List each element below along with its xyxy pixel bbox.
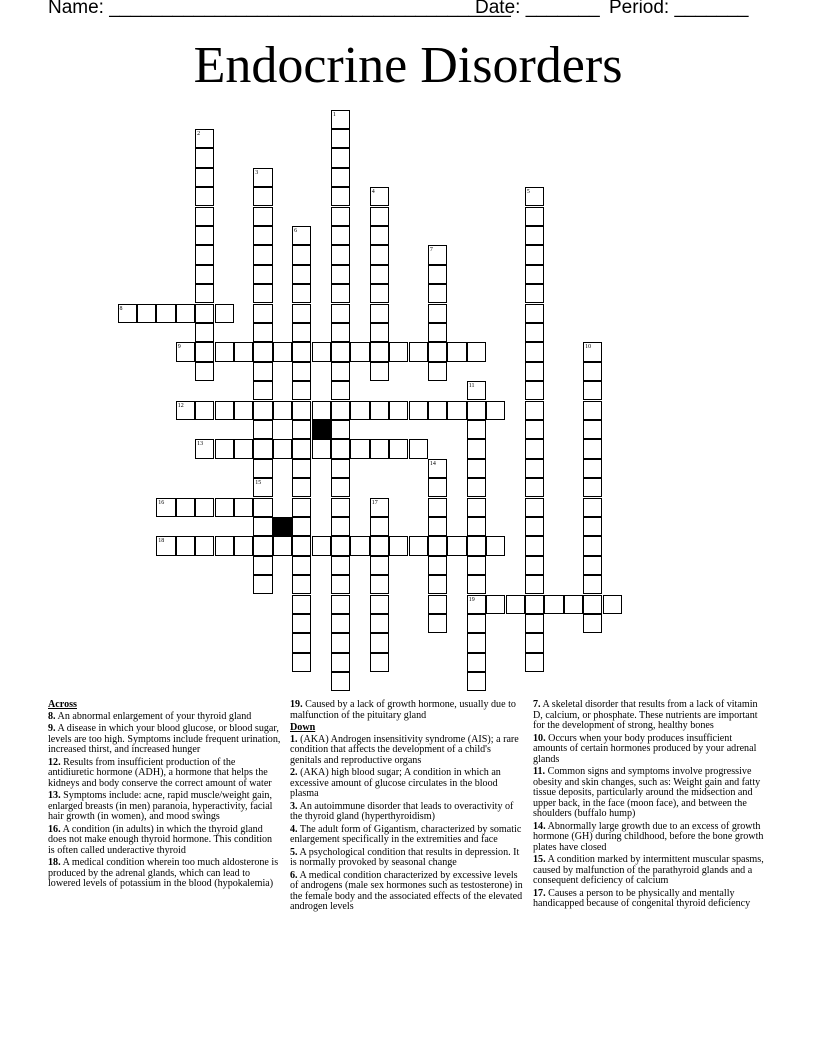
grid-cell[interactable] [253, 304, 272, 323]
clue-down-6: 6. A medical condition characterized by excessive levels of androgens (male sex hormones such as testosterone) in the female body and the associated effects of the elevated androgen levels [290, 869, 523, 912]
grid-cell[interactable] [331, 498, 350, 517]
grid-cell[interactable] [253, 381, 272, 400]
grid-cell[interactable] [370, 245, 389, 264]
clue-across-13: 13. Symptoms include: acne, rapid muscle/weight gain, enlarged breasts (in men) paranoia, hyperactivity, facial hair growth (in women), and mood swings [48, 790, 273, 822]
clues-column-3 [533, 700, 766, 912]
clue-down-17: 17. Causes a person to be physically and mentally handicapped because of congenital thyroid deficiency [533, 887, 751, 909]
grid-cell[interactable] [525, 439, 544, 458]
clue-down-4: 4. The adult form of Gigantism, characterized by somatic enlargement specifically in the extremities and face [290, 823, 522, 845]
clue-number-label: 16 [158, 499, 165, 506]
grid-cell[interactable] [312, 536, 331, 555]
grid-cell[interactable] [331, 439, 350, 458]
clue-across-16: 16. A condition (in adults) in which the thyroid gland does not make enough thyroid hormone. This condition is often called underactive thyroid [48, 823, 273, 856]
grid-cell[interactable] [292, 323, 311, 342]
grid-cell[interactable] [215, 439, 234, 458]
grid-cell[interactable] [525, 633, 544, 652]
clue-number-label: 3 [255, 169, 259, 176]
grid-cell[interactable] [292, 575, 311, 594]
grid-cell[interactable] [331, 226, 350, 245]
grid-cell[interactable] [467, 439, 486, 458]
grid-cell[interactable] [370, 556, 389, 575]
clues-column-1 [48, 700, 281, 892]
grid-cell[interactable] [467, 614, 486, 633]
grid-cell[interactable] [312, 439, 331, 458]
grid-cell[interactable] [525, 401, 544, 420]
grid-cell[interactable] [525, 498, 544, 517]
grid-cell[interactable] [195, 265, 214, 284]
grid-cell[interactable] [467, 633, 486, 652]
grid-cell[interactable] [253, 323, 272, 342]
grid-cell[interactable] [292, 459, 311, 478]
grid-cell[interactable] [350, 401, 369, 420]
grid-cell[interactable] [195, 148, 214, 167]
grid-cell[interactable] [331, 187, 350, 206]
grid-cell[interactable] [292, 245, 311, 264]
grid-cell[interactable] [583, 478, 602, 497]
clue-across-12: 12. Results from insufficient production of the antidiuretic hormone (ADH), a hormone that helps the kidneys and body conserve the correct amount of water [48, 756, 272, 789]
grid-cell[interactable] [176, 536, 195, 555]
grid-cell[interactable] [428, 304, 447, 323]
grid-cell[interactable] [312, 342, 331, 361]
clue-across-8: 8. An abnormal enlargement of your thyroid gland [48, 710, 252, 722]
grid-cell[interactable] [331, 381, 350, 400]
grid-cell[interactable] [253, 498, 272, 517]
clue-number-label: 15 [255, 480, 262, 487]
grid-cell[interactable] [525, 304, 544, 323]
grid-cell[interactable] [253, 517, 272, 536]
grid-cell[interactable] [331, 362, 350, 381]
grid-cell[interactable] [253, 187, 272, 206]
grid-cell[interactable] [583, 614, 602, 633]
grid-cell[interactable] [331, 672, 350, 691]
clue-down-14: 14. Abnormally large growth due to an excess of growth hormone (GH) during childhood, before the bone growth plates have closed [533, 820, 764, 853]
grid-cell[interactable] [583, 595, 602, 614]
grid-cell[interactable] [137, 304, 156, 323]
grid-cell[interactable] [331, 323, 350, 342]
grid-cell[interactable] [467, 653, 486, 672]
grid-cell[interactable] [176, 304, 195, 323]
grid-cell[interactable] [447, 536, 466, 555]
grid-cell[interactable] [253, 207, 272, 226]
clue-down-7: 7. A skeletal disorder that results from a lack of vitamin D, calcium, or phosphate. These nutrients are important for the development of strong, healthy bones [533, 699, 758, 731]
clue-down-11: 11. Common signs and symptoms involve progressive obesity and skin changes, such as: Weight gain and fatty tissue deposits, particularly around the midsection and upper back, in the face (moon face), and between the shoulders (buffalo hump) [533, 766, 761, 819]
grid-cell[interactable] [331, 168, 350, 187]
grid-cell[interactable] [370, 653, 389, 672]
grid-cell[interactable] [331, 459, 350, 478]
grid-cell[interactable] [544, 595, 563, 614]
grid-cell[interactable] [467, 498, 486, 517]
grid-cell[interactable] [331, 420, 350, 439]
clue-across-9: 9. A disease in which your blood glucose, or blood sugar, levels are too high. Symptoms include frequent urination, increased thirst, and increased hunger [48, 723, 281, 755]
grid-cell[interactable] [525, 517, 544, 536]
grid-cell[interactable] [331, 478, 350, 497]
grid-cell[interactable] [486, 401, 505, 420]
grid-cell[interactable] [195, 304, 214, 323]
grid-cell[interactable] [350, 342, 369, 361]
grid-cell[interactable] [273, 342, 292, 361]
clue-number-label: 7 [429, 247, 433, 254]
grid-cell[interactable] [525, 265, 544, 284]
grid-cell[interactable] [253, 459, 272, 478]
grid-cell[interactable] [253, 362, 272, 381]
grid-cell[interactable] [370, 614, 389, 633]
grid-cell[interactable] [409, 439, 428, 458]
grid-cell[interactable] [486, 536, 505, 555]
clue-number-label: 12 [177, 402, 184, 409]
grid-cell[interactable] [292, 381, 311, 400]
grid-cell[interactable] [389, 342, 408, 361]
grid-cell[interactable] [409, 342, 428, 361]
grid-cell[interactable] [331, 614, 350, 633]
grid-cell[interactable] [370, 226, 389, 245]
grid-cell[interactable] [583, 401, 602, 420]
grid-cell[interactable] [564, 595, 583, 614]
grid-cell[interactable] [370, 207, 389, 226]
grid-cell[interactable] [292, 633, 311, 652]
grid-cell[interactable] [370, 517, 389, 536]
grid-cell[interactable] [253, 245, 272, 264]
clue-down-3: 3. An autoimmune disorder that leads to overactivity of the thyroid gland (hyperthyroidism) [290, 800, 514, 822]
grid-cell[interactable] [467, 556, 486, 575]
grid-cell[interactable] [253, 265, 272, 284]
grid-cell[interactable] [292, 439, 311, 458]
grid-cell[interactable] [195, 362, 214, 381]
grid-cell[interactable] [331, 342, 350, 361]
grid-cell[interactable] [195, 323, 214, 342]
grid-cell[interactable] [331, 595, 350, 614]
grid-cell[interactable] [292, 498, 311, 517]
grid-cell[interactable] [195, 284, 214, 303]
clue-down-10: 10. Occurs when your body produces insufficient amounts of certain hormones produced by your adrenal glands [533, 732, 757, 765]
grid-cell[interactable] [525, 478, 544, 497]
clues-column-2 [290, 700, 523, 915]
grid-cell[interactable] [331, 207, 350, 226]
grid-cell[interactable] [292, 614, 311, 633]
grid-cell[interactable] [525, 323, 544, 342]
grid-cell[interactable] [389, 401, 408, 420]
grid-cell[interactable] [467, 517, 486, 536]
grid-cell[interactable] [195, 187, 214, 206]
grid-cell[interactable] [292, 420, 311, 439]
grid-cell[interactable] [176, 498, 195, 517]
grid-cell[interactable] [292, 304, 311, 323]
grid-cell[interactable] [292, 478, 311, 497]
grid-cell[interactable] [331, 575, 350, 594]
grid-cell[interactable] [331, 148, 350, 167]
grid-cell[interactable] [292, 342, 311, 361]
grid-cell[interactable] [253, 536, 272, 555]
grid-cell[interactable] [370, 323, 389, 342]
grid-cell[interactable] [331, 284, 350, 303]
clue-number-label: 6 [294, 227, 298, 234]
grid-cell[interactable] [525, 459, 544, 478]
clue-down-2: 2. (AKA) high blood sugar; A condition in which an excessive amount of glucose circulates in the blood plasma [290, 767, 501, 799]
grid-cell[interactable] [583, 498, 602, 517]
grid-cell[interactable] [428, 362, 447, 381]
grid-cell[interactable] [331, 265, 350, 284]
grid-cell[interactable] [525, 207, 544, 226]
clue-number-label: 19 [468, 596, 475, 603]
grid-cell[interactable] [292, 401, 311, 420]
grid-cell[interactable] [525, 245, 544, 264]
grid-cell[interactable] [583, 575, 602, 594]
page-title: Endocrine Disorders [193, 37, 623, 94]
grid-cell[interactable] [525, 342, 544, 361]
grid-cell[interactable] [370, 439, 389, 458]
grid-cell[interactable] [370, 401, 389, 420]
clue-number-label: 10 [585, 344, 592, 351]
grid-cell[interactable] [583, 459, 602, 478]
grid-cell[interactable] [467, 575, 486, 594]
clue-number-label: 9 [177, 344, 181, 351]
grid-cell[interactable] [234, 498, 253, 517]
grid-cell[interactable] [467, 672, 486, 691]
grid-cell[interactable] [331, 536, 350, 555]
grid-cell[interactable] [292, 284, 311, 303]
black-square [312, 420, 331, 439]
grid-cell[interactable] [428, 342, 447, 361]
grid-cell[interactable] [215, 536, 234, 555]
grid-cell[interactable] [195, 498, 214, 517]
grid-cell[interactable] [292, 517, 311, 536]
grid-cell[interactable] [195, 226, 214, 245]
grid-cell[interactable] [506, 595, 525, 614]
grid-cell[interactable] [331, 517, 350, 536]
grid-cell[interactable] [253, 575, 272, 594]
grid-cell[interactable] [447, 342, 466, 361]
grid-cell[interactable] [428, 614, 447, 633]
grid-cell[interactable] [428, 478, 447, 497]
grid-cell[interactable] [195, 245, 214, 264]
grid-cell[interactable] [156, 304, 175, 323]
grid-cell[interactable] [428, 498, 447, 517]
grid-cell[interactable] [583, 420, 602, 439]
grid-cell[interactable] [409, 401, 428, 420]
grid-cell[interactable] [428, 536, 447, 555]
grid-cell[interactable] [215, 342, 234, 361]
grid-cell[interactable] [292, 536, 311, 555]
period-field-label[interactable]: Period: _______ [609, 0, 749, 18]
grid-cell[interactable] [195, 342, 214, 361]
clue-number-label: 5 [526, 189, 530, 196]
grid-cell[interactable] [253, 226, 272, 245]
grid-cell[interactable] [467, 459, 486, 478]
clue-number-label: 17 [371, 499, 378, 506]
grid-cell[interactable] [292, 595, 311, 614]
grid-cell[interactable] [331, 633, 350, 652]
grid-cell[interactable] [525, 575, 544, 594]
grid-cell[interactable] [467, 420, 486, 439]
grid-cell[interactable] [215, 401, 234, 420]
grid-cell[interactable] [215, 304, 234, 323]
grid-cell[interactable] [525, 420, 544, 439]
grid-cell[interactable] [467, 536, 486, 555]
grid-cell[interactable] [583, 362, 602, 381]
grid-cell[interactable] [253, 420, 272, 439]
grid-cell[interactable] [253, 342, 272, 361]
clue-number-label: 14 [429, 460, 436, 467]
grid-cell[interactable] [486, 595, 505, 614]
grid-cell[interactable] [370, 342, 389, 361]
grid-cell[interactable] [195, 536, 214, 555]
clue-number-label: 1 [332, 111, 336, 118]
grid-cell[interactable] [525, 226, 544, 245]
grid-cell[interactable] [389, 536, 408, 555]
grid-cell[interactable] [583, 517, 602, 536]
across-heading: Across [48, 699, 77, 710]
grid-cell[interactable] [292, 653, 311, 672]
clue-down-5: 5. A psychological condition that results in depression. It is normally provoked by seasonal change [290, 846, 520, 868]
grid-cell[interactable] [370, 595, 389, 614]
grid-cell[interactable] [447, 401, 466, 420]
grid-cell[interactable] [428, 556, 447, 575]
grid-cell[interactable] [525, 614, 544, 633]
black-square [273, 517, 292, 536]
grid-cell[interactable] [350, 536, 369, 555]
grid-cell[interactable] [428, 595, 447, 614]
grid-cell[interactable] [467, 401, 486, 420]
down-heading: Down [290, 722, 316, 733]
grid-cell[interactable] [273, 439, 292, 458]
grid-cell[interactable] [253, 556, 272, 575]
grid-cell[interactable] [350, 439, 369, 458]
clue-number-label: 8 [119, 305, 123, 312]
grid-cell[interactable] [331, 129, 350, 148]
grid-cell[interactable] [428, 401, 447, 420]
grid-cell[interactable] [253, 284, 272, 303]
grid-cell[interactable] [525, 556, 544, 575]
grid-cell[interactable] [253, 401, 272, 420]
grid-cell[interactable] [467, 478, 486, 497]
grid-cell[interactable] [312, 401, 331, 420]
grid-cell[interactable] [195, 207, 214, 226]
grid-cell[interactable] [292, 362, 311, 381]
grid-cell[interactable] [370, 284, 389, 303]
grid-cell[interactable] [525, 284, 544, 303]
grid-cell[interactable] [370, 362, 389, 381]
grid-cell[interactable] [583, 439, 602, 458]
grid-cell[interactable] [234, 439, 253, 458]
grid-cell[interactable] [370, 304, 389, 323]
grid-cell[interactable] [525, 381, 544, 400]
clue-down-15: 15. A condition marked by intermittent muscular spasms, caused by malfunction of the parathyroid glands and a consequent deficiency of calcium [533, 854, 764, 886]
grid-cell[interactable] [583, 536, 602, 555]
grid-cell[interactable] [331, 556, 350, 575]
grid-cell[interactable] [215, 498, 234, 517]
grid-cell[interactable] [583, 556, 602, 575]
grid-cell[interactable] [195, 168, 214, 187]
grid-cell[interactable] [331, 304, 350, 323]
clue-number-label: 13 [197, 441, 204, 448]
grid-cell[interactable] [234, 536, 253, 555]
grid-cell[interactable] [428, 284, 447, 303]
grid-cell[interactable] [292, 556, 311, 575]
grid-cell[interactable] [525, 595, 544, 614]
clue-across-19: 19. Caused by a lack of growth hormone, usually due to malfunction of the pituitary gland [290, 699, 516, 721]
clue-number-label: 2 [197, 130, 201, 137]
grid-cell[interactable] [331, 245, 350, 264]
clue-down-1: 1. (AKA) Androgen insensitivity syndrome (AIS); a rare condition that affects the development of a child's genitals and reproductive organs [290, 733, 519, 766]
grid-cell[interactable] [273, 401, 292, 420]
grid-cell[interactable] [389, 439, 408, 458]
grid-cell[interactable] [331, 401, 350, 420]
grid-cell[interactable] [370, 536, 389, 555]
grid-cell[interactable] [253, 439, 272, 458]
grid-cell[interactable] [195, 401, 214, 420]
grid-cell[interactable] [370, 633, 389, 652]
grid-cell[interactable] [331, 653, 350, 672]
grid-cell[interactable] [583, 381, 602, 400]
grid-cell[interactable] [234, 342, 253, 361]
grid-cell[interactable] [409, 536, 428, 555]
date-field-label[interactable]: Date: _______ [475, 0, 600, 18]
clue-across-18: 18. A medical condition wherein too much aldosterone is produced by the adrenal glands, which can lead to lowered levels of potassium in the blood (hypokalemia) [48, 857, 279, 889]
grid-cell[interactable] [234, 401, 253, 420]
grid-cell[interactable] [273, 536, 292, 555]
grid-cell[interactable] [467, 342, 486, 361]
grid-cell[interactable] [525, 536, 544, 555]
clue-number-label: 18 [158, 538, 165, 545]
grid-cell[interactable] [428, 517, 447, 536]
grid-cell[interactable] [603, 595, 622, 614]
clue-number-label: 4 [371, 189, 375, 196]
grid-cell[interactable] [428, 265, 447, 284]
clue-number-label: 11 [468, 383, 475, 390]
grid-cell[interactable] [292, 265, 311, 284]
grid-cell[interactable] [370, 265, 389, 284]
grid-cell[interactable] [428, 575, 447, 594]
grid-cell[interactable] [428, 323, 447, 342]
grid-cell[interactable] [525, 362, 544, 381]
name-field-label[interactable]: Name: ______________________________________ [48, 0, 511, 18]
grid-cell[interactable] [525, 653, 544, 672]
grid-cell[interactable] [370, 575, 389, 594]
